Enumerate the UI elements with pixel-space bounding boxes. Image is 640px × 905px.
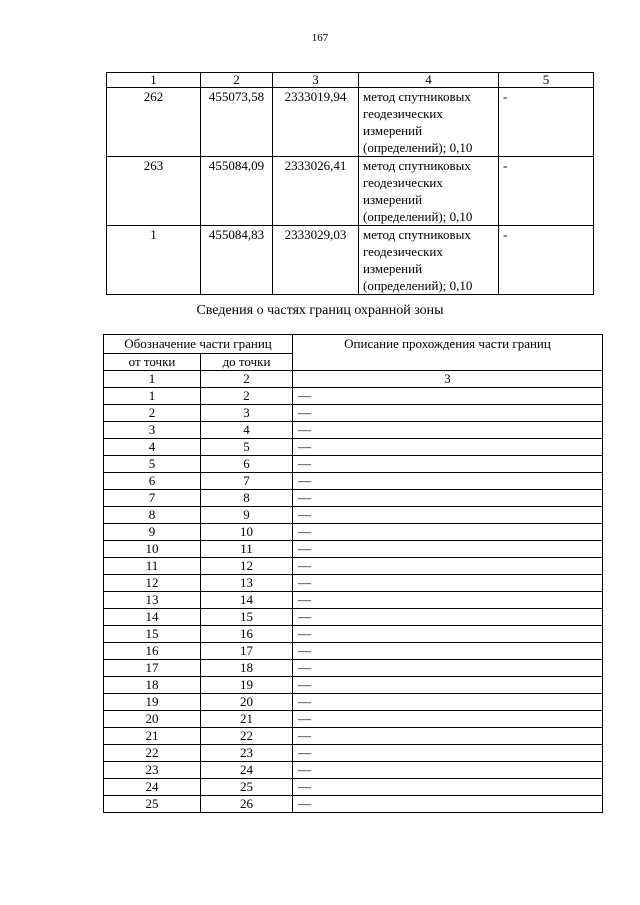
point-cell: 263	[107, 157, 201, 226]
description-cell: —	[293, 592, 603, 609]
y-coordinate-cell: 2333019,94	[273, 88, 359, 157]
table-row	[104, 405, 603, 422]
header-cell: 5	[499, 73, 594, 88]
to-point-cell: 23	[201, 745, 293, 762]
table-row	[107, 226, 594, 295]
to-point-cell: 14	[201, 592, 293, 609]
header-cell: 4	[359, 73, 499, 88]
note-cell: -	[499, 88, 594, 157]
from-point-cell: 5	[104, 456, 201, 473]
header-group-cell: Обозначение части границ	[104, 335, 293, 354]
header-from-cell: от точки	[104, 354, 201, 371]
to-point-cell: 17	[201, 643, 293, 660]
header-cell: 3	[273, 73, 359, 88]
from-point-cell: 22	[104, 745, 201, 762]
from-point-cell: 2	[104, 405, 201, 422]
to-point-cell: 21	[201, 711, 293, 728]
table-row	[104, 541, 603, 558]
from-point-cell: 14	[104, 609, 201, 626]
from-point-cell: 3	[104, 422, 201, 439]
from-point-cell: 17	[104, 660, 201, 677]
description-cell: —	[293, 558, 603, 575]
from-point-cell: 20	[104, 711, 201, 728]
table-row	[104, 422, 603, 439]
to-point-cell: 6	[201, 456, 293, 473]
to-point-cell: 13	[201, 575, 293, 592]
from-point-cell: 13	[104, 592, 201, 609]
from-point-cell: 6	[104, 473, 201, 490]
section-title: Сведения о частях границ охранной зоны	[196, 303, 444, 318]
description-cell: —	[293, 405, 603, 422]
table-row	[107, 157, 594, 226]
table-row	[104, 456, 603, 473]
method-cell: метод спутниковых геодезических измерений (определений); 0,10	[359, 157, 499, 226]
from-point-cell: 18	[104, 677, 201, 694]
to-point-cell: 9	[201, 507, 293, 524]
table-row	[104, 490, 603, 507]
from-point-cell: 1	[104, 388, 201, 405]
note-cell: -	[499, 157, 594, 226]
table-row	[107, 88, 594, 157]
table-row	[104, 558, 603, 575]
to-point-cell: 16	[201, 626, 293, 643]
table-row	[104, 388, 603, 405]
column-number-cell: 3	[293, 371, 603, 388]
table-row	[104, 728, 603, 745]
header-to-cell: до точки	[201, 354, 293, 371]
to-point-cell: 11	[201, 541, 293, 558]
description-cell: —	[293, 473, 603, 490]
description-cell: —	[293, 490, 603, 507]
table-row	[104, 473, 603, 490]
to-point-cell: 4	[201, 422, 293, 439]
from-point-cell: 15	[104, 626, 201, 643]
method-cell: метод спутниковых геодезических измерений (определений); 0,10	[359, 88, 499, 157]
description-cell: —	[293, 643, 603, 660]
description-cell: —	[293, 728, 603, 745]
from-point-cell: 4	[104, 439, 201, 456]
description-cell: —	[293, 575, 603, 592]
table-row	[104, 643, 603, 660]
from-point-cell: 24	[104, 779, 201, 796]
table-row	[104, 524, 603, 541]
description-cell: —	[293, 626, 603, 643]
y-coordinate-cell: 2333026,41	[273, 157, 359, 226]
point-cell: 262	[107, 88, 201, 157]
to-point-cell: 25	[201, 779, 293, 796]
from-point-cell: 25	[104, 796, 201, 813]
description-cell: —	[293, 541, 603, 558]
coordinates-table	[106, 72, 594, 295]
description-cell: —	[293, 524, 603, 541]
to-point-cell: 24	[201, 762, 293, 779]
to-point-cell: 10	[201, 524, 293, 541]
x-coordinate-cell: 455073,58	[201, 88, 273, 157]
description-cell: —	[293, 762, 603, 779]
to-point-cell: 20	[201, 694, 293, 711]
description-cell: —	[293, 694, 603, 711]
description-cell: —	[293, 796, 603, 813]
to-point-cell: 3	[201, 405, 293, 422]
from-point-cell: 10	[104, 541, 201, 558]
to-point-cell: 8	[201, 490, 293, 507]
description-cell: —	[293, 677, 603, 694]
table-row	[104, 592, 603, 609]
y-coordinate-cell: 2333029,03	[273, 226, 359, 295]
description-cell: —	[293, 609, 603, 626]
page-number: 167	[311, 32, 329, 44]
table-row	[104, 609, 603, 626]
from-point-cell: 11	[104, 558, 201, 575]
to-point-cell: 18	[201, 660, 293, 677]
table-header-row	[104, 335, 603, 354]
to-point-cell: 15	[201, 609, 293, 626]
header-cell: 1	[107, 73, 201, 88]
to-point-cell: 22	[201, 728, 293, 745]
from-point-cell: 16	[104, 643, 201, 660]
description-cell: —	[293, 711, 603, 728]
to-point-cell: 19	[201, 677, 293, 694]
from-point-cell: 8	[104, 507, 201, 524]
table-row	[104, 694, 603, 711]
column-number-cell: 1	[104, 371, 201, 388]
to-point-cell: 26	[201, 796, 293, 813]
description-cell: —	[293, 779, 603, 796]
from-point-cell: 19	[104, 694, 201, 711]
description-cell: —	[293, 660, 603, 677]
column-number-row	[104, 371, 603, 388]
point-cell: 1	[107, 226, 201, 295]
description-cell: —	[293, 439, 603, 456]
table-header-row	[107, 73, 594, 88]
table-row	[104, 660, 603, 677]
description-cell: —	[293, 745, 603, 762]
from-point-cell: 9	[104, 524, 201, 541]
boundary-parts-table	[103, 334, 603, 813]
from-point-cell: 7	[104, 490, 201, 507]
description-cell: —	[293, 422, 603, 439]
description-cell: —	[293, 388, 603, 405]
x-coordinate-cell: 455084,83	[201, 226, 273, 295]
table-row	[104, 626, 603, 643]
from-point-cell: 23	[104, 762, 201, 779]
table-row	[104, 439, 603, 456]
table-row	[104, 762, 603, 779]
header-cell: 2	[201, 73, 273, 88]
table-row	[104, 796, 603, 813]
table-row	[104, 677, 603, 694]
table-row	[104, 575, 603, 592]
x-coordinate-cell: 455084,09	[201, 157, 273, 226]
table-row	[104, 507, 603, 524]
method-cell: метод спутниковых геодезических измерений (определений); 0,10	[359, 226, 499, 295]
to-point-cell: 12	[201, 558, 293, 575]
column-number-cell: 2	[201, 371, 293, 388]
table-row	[104, 711, 603, 728]
table-row	[104, 779, 603, 796]
table-row	[104, 745, 603, 762]
from-point-cell: 12	[104, 575, 201, 592]
to-point-cell: 7	[201, 473, 293, 490]
header-desc-cell: Описание прохождения части границ	[293, 335, 603, 371]
from-point-cell: 21	[104, 728, 201, 745]
to-point-cell: 5	[201, 439, 293, 456]
to-point-cell: 2	[201, 388, 293, 405]
note-cell: -	[499, 226, 594, 295]
description-cell: —	[293, 507, 603, 524]
description-cell: —	[293, 456, 603, 473]
